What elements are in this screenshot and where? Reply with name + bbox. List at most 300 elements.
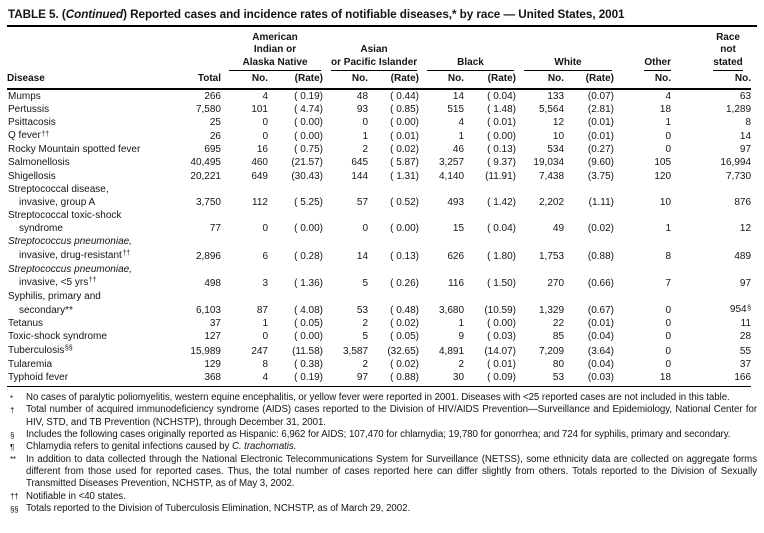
footnote-marker-superscript: § [747, 304, 752, 312]
value-cell: 105 [654, 157, 672, 169]
disease-label: Pertussis [8, 103, 50, 115]
value-cell: 247 [251, 345, 268, 357]
group-line [705, 57, 751, 71]
group-line: Asian [360, 44, 388, 56]
table-row [7, 290, 751, 303]
col-group-black [419, 27, 516, 71]
table-row [7, 170, 751, 183]
col-group-white [516, 27, 614, 71]
table-row [7, 249, 751, 263]
disease-label: Tularemia [8, 358, 53, 370]
value-cell: 0 [665, 358, 672, 370]
disease-label: syndrome [19, 223, 63, 235]
value-cell: 489 [734, 250, 752, 262]
value-cell: (3.64) [587, 345, 615, 357]
value-cell: 53 [516, 371, 564, 387]
value-cell: ( 0.75) [294, 144, 324, 156]
value-cell: 1 [458, 131, 465, 143]
value-cell: 55 [739, 345, 752, 357]
value-cell: ( 1.48) [487, 103, 517, 115]
footnote-marker: †† [10, 492, 19, 502]
value-cell: 515 [447, 103, 465, 115]
value-cell: 40,495 [190, 157, 221, 169]
footnote [10, 404, 757, 429]
value-cell: 954§ [729, 304, 752, 316]
column-header-disease: Disease [7, 71, 177, 88]
value-cell: ( 0.26) [390, 277, 420, 289]
table-row [7, 263, 751, 276]
value-cell: 0 [262, 131, 268, 143]
value-cell: ( 0.00) [294, 131, 324, 143]
disease-label: invasive, drug-resistant†† [19, 249, 131, 261]
footnote-marker: ¶ [10, 442, 14, 452]
value-cell: 4 [665, 90, 672, 102]
value-cell: 127 [204, 331, 221, 343]
value-cell: 649 [251, 170, 268, 182]
value-cell: 2 [362, 318, 369, 330]
value-cell: ( 1.80) [487, 250, 517, 262]
value-cell: 3,750 [195, 196, 221, 208]
footnote [10, 503, 757, 515]
disease-label: Q fever†† [8, 130, 50, 142]
value-cell: 166 [671, 371, 751, 387]
group-label-white: White [524, 57, 612, 71]
value-cell: 0 [665, 305, 672, 317]
footnote-marker-superscript: §§ [64, 345, 73, 353]
value-cell: (0.27) [587, 144, 615, 156]
table-body [7, 89, 751, 387]
value-cell: ( 0.02) [390, 318, 420, 330]
value-cell: (3.75) [587, 170, 615, 182]
value-cell: 0 [262, 331, 268, 343]
value-cell: ( 0.00) [487, 318, 517, 330]
notifiable-diseases-table [7, 27, 751, 387]
footnote-marker: * [10, 393, 13, 403]
footnote-text: In addition to data collected through the National Electronic Telecommunications System for Surveillance (NETSS), some ethnicity data are collected on aggregate forms different from those used for reported cases. Thus, the total number of cases reported here can differ slightly from others. Totals reported to the Division of Sexually Transmitted Diseases Prevention, NCHSTP, as of May 3, 2002. [26, 453, 757, 490]
column-header-no: No. [671, 71, 751, 88]
footnote-marker-superscript: †† [122, 250, 131, 257]
value-cell: 2 [362, 144, 369, 156]
value-cell: ( 0.00) [390, 223, 420, 235]
value-cell: 4,140 [438, 170, 465, 182]
value-cell: 1 [665, 116, 672, 128]
value-cell: (0.67) [587, 305, 615, 317]
value-cell: 93 [356, 103, 369, 115]
footnote [10, 491, 757, 503]
value-cell: 7,730 [725, 170, 752, 182]
footnote-text: No cases of paralytic poliomyelitis, western equine encephalitis, or yellow fever were reported in 2001. Diseases with <25 reported cases are not included in this table. [26, 392, 730, 404]
value-cell: ( 0.03) [487, 331, 517, 343]
value-cell: 28 [739, 331, 752, 343]
value-cell: ( 0.05) [390, 331, 420, 343]
table-row [7, 276, 751, 290]
footnote [10, 392, 757, 404]
value-cell: 0 [665, 318, 672, 330]
value-cell: 9 [458, 331, 465, 343]
value-cell: 368 [177, 371, 221, 387]
value-cell: 4 [262, 90, 268, 102]
value-cell: 129 [204, 358, 221, 370]
value-cell: 3,587 [342, 345, 369, 357]
value-cell: 14 [739, 131, 752, 143]
value-cell: 3,257 [438, 157, 465, 169]
disease-label: invasive, <5 yrs†† [19, 276, 97, 288]
value-cell: ( 0.00) [294, 116, 324, 128]
disease-label: Salmonellosis [8, 157, 70, 169]
value-cell: 5 [362, 277, 369, 289]
value-cell: 16,994 [720, 157, 752, 169]
table-row [7, 103, 751, 116]
value-cell: ( 0.52) [390, 196, 420, 208]
value-cell: 0 [362, 116, 369, 128]
value-cell: (0.01) [587, 131, 615, 143]
value-cell: 48 [356, 90, 369, 102]
value-cell: 876 [734, 196, 752, 208]
value-cell: (0.02) [587, 223, 615, 235]
value-cell: (2.81) [587, 103, 615, 115]
value-cell: 0 [262, 223, 268, 235]
value-cell: ( 0.01) [487, 116, 517, 128]
value-cell: 1 [458, 318, 465, 330]
footnote-marker: § [10, 430, 15, 440]
value-cell: (0.04) [587, 331, 615, 343]
value-cell: 77 [209, 223, 221, 235]
footnote-marker-superscript: †† [41, 130, 50, 138]
footnote-text: Notifiable in <40 states. [26, 490, 126, 502]
value-cell: 7,209 [538, 345, 565, 357]
value-cell: 7,438 [538, 170, 565, 182]
value-cell: 11 [740, 318, 752, 330]
value-cell: 1 [262, 318, 268, 330]
title-prefix: TABLE 5. ( [8, 8, 66, 21]
value-cell: (11.58) [292, 345, 324, 357]
group-label-american-indian [229, 32, 321, 71]
value-cell: 534 [547, 144, 565, 156]
value-cell: ( 5.25) [294, 196, 324, 208]
col-group-race-not-stated [671, 27, 751, 71]
value-cell: 626 [447, 250, 465, 262]
value-cell: 25 [209, 116, 221, 128]
disease-label: Rocky Mountain spotted fever [8, 144, 141, 156]
disease-label: Mumps [8, 90, 41, 102]
disease-label: Psittacosis [8, 116, 56, 128]
group-line: Race [716, 32, 740, 43]
value-cell: (14.07) [484, 345, 517, 357]
col-group-american-indian [221, 27, 323, 71]
header-spacer [7, 27, 221, 71]
value-cell: 8 [745, 116, 752, 128]
value-cell: 3,680 [438, 305, 465, 317]
value-cell: 2 [362, 358, 369, 370]
disease-label: Shigellosis [8, 170, 56, 182]
column-header-rate: (Rate) [564, 71, 614, 88]
value-cell: 1,289 [725, 103, 752, 115]
value-cell: 12 [739, 223, 752, 235]
value-cell: ( 0.44) [390, 90, 420, 102]
value-cell: (0.01) [587, 116, 615, 128]
value-cell: 14 [356, 250, 369, 262]
disease-label: Streptococcal toxic-shock [8, 210, 122, 222]
value-cell: 18 [659, 103, 672, 115]
value-cell: 30 [419, 371, 464, 387]
disease-label: Tuberculosis§§ [8, 344, 73, 356]
value-cell: 0 [362, 223, 369, 235]
table-row [7, 143, 751, 156]
table-row [7, 358, 751, 371]
table-row [7, 222, 751, 235]
value-cell: 2 [458, 358, 465, 370]
disease-label: Syphilis, primary and [8, 290, 101, 302]
value-cell: 37 [739, 358, 752, 370]
table-row [7, 317, 751, 330]
disease-label: Typhoid fever [7, 371, 177, 387]
value-cell: 57 [356, 196, 369, 208]
group-line: Indian or [253, 44, 297, 56]
disease-label: Streptococcus pneumoniae, [8, 263, 132, 275]
value-cell: 3 [262, 277, 268, 289]
value-cell: ( 0.38) [294, 358, 324, 370]
table-row [7, 116, 751, 129]
value-cell: ( 1.42) [487, 196, 517, 208]
value-cell: 5,564 [538, 103, 565, 115]
value-cell: 2,896 [195, 250, 221, 262]
value-cell: ( 0.85) [390, 103, 420, 115]
value-cell: ( 5.87) [390, 157, 420, 169]
value-cell: (0.07) [587, 90, 615, 102]
value-cell: 0 [665, 345, 672, 357]
footnote-marker-superscript: †† [88, 277, 97, 285]
value-cell: 8 [665, 250, 672, 262]
value-cell: (0.88) [587, 250, 615, 262]
table-row [7, 196, 751, 209]
value-cell: 87 [256, 305, 268, 317]
value-cell: ( 0.00) [294, 223, 324, 235]
value-cell: 0 [665, 144, 672, 156]
value-cell: (0.03) [564, 371, 614, 387]
group-line: Alaska Native [242, 56, 308, 68]
value-cell: 49 [552, 223, 565, 235]
value-cell: (0.66) [587, 277, 615, 289]
footnote [10, 429, 757, 441]
value-cell: ( 1.31) [390, 170, 420, 182]
value-cell: 4 [458, 116, 465, 128]
value-cell: 101 [251, 103, 268, 115]
value-cell: ( 0.28) [294, 250, 324, 262]
value-cell: 4 [221, 371, 268, 387]
value-cell: 46 [452, 144, 465, 156]
value-cell: 15 [452, 223, 465, 235]
value-cell: 144 [351, 170, 369, 182]
footnote-marker: ** [10, 455, 16, 465]
footnotes [7, 387, 757, 515]
value-cell: ( 0.00) [487, 131, 517, 143]
group-line: not [720, 44, 736, 56]
table-row [7, 89, 751, 103]
value-cell: 2,202 [538, 196, 565, 208]
value-cell: (9.60) [587, 157, 615, 169]
value-cell: 97 [323, 371, 368, 387]
value-cell: 15,989 [190, 345, 221, 357]
value-cell: 270 [547, 277, 565, 289]
group-label-asian-pacific [331, 44, 417, 71]
value-cell: ( 0.02) [390, 144, 420, 156]
table-row [7, 330, 751, 343]
value-cell: 22 [552, 318, 565, 330]
value-cell: 20,221 [190, 170, 221, 182]
column-header-no: No. [323, 71, 368, 88]
col-group-other [614, 27, 671, 71]
value-cell: 80 [552, 358, 565, 370]
group-label-black: Black [427, 57, 514, 71]
group-label-other: Other [644, 57, 671, 71]
column-header-no: No. [419, 71, 464, 88]
table-title [7, 3, 757, 27]
value-cell: ( 0.04) [487, 223, 517, 235]
value-cell: 16 [256, 144, 268, 156]
value-cell: 493 [447, 196, 465, 208]
header-sub-row [7, 71, 751, 88]
value-cell: 498 [204, 277, 221, 289]
value-cell: (32.65) [387, 345, 420, 357]
value-cell: ( 0.02) [390, 358, 420, 370]
value-cell: 4,891 [438, 345, 465, 357]
group-label-race-not-stated [705, 32, 751, 71]
value-cell: 645 [351, 157, 369, 169]
footnote-text: Total number of acquired immunodeficiency syndrome (AIDS) cases reported to the Division of HIV/AIDS Prevention—Surveillance and Epidemiology, National Center for HIV, STD, and TB Prevention (NCHSTP), through December 31, 2001. [26, 404, 757, 428]
title-continued: Continued [65, 8, 124, 21]
value-cell: 19,034 [533, 157, 565, 169]
value-cell: (0.01) [587, 318, 615, 330]
value-cell: ( 1.36) [294, 277, 324, 289]
value-cell: 695 [204, 144, 221, 156]
value-cell: 18 [614, 371, 671, 387]
value-cell: 7,580 [195, 103, 221, 115]
value-cell: 1,753 [538, 250, 565, 262]
value-cell: ( 0.04) [487, 90, 517, 102]
col-group-asian-pacific [323, 27, 419, 71]
disease-label: Streptococcus pneumoniae, [8, 236, 132, 248]
value-cell: ( 1.50) [487, 277, 517, 289]
value-cell: ( 9.37) [487, 157, 517, 169]
group-line: American [252, 32, 298, 43]
value-cell: (11.91) [485, 170, 517, 182]
value-cell: 97 [739, 144, 752, 156]
table-row [7, 183, 751, 196]
value-cell: 8 [262, 358, 268, 370]
column-header-rate: (Rate) [268, 71, 323, 88]
value-cell: 1 [665, 223, 672, 235]
value-cell: ( 0.13) [487, 144, 517, 156]
title-text: ) Reported cases and incidence rates of notifiable diseases,* by race — United States, 2001 [123, 8, 625, 21]
value-cell: ( 0.19) [294, 90, 324, 102]
column-header-rate: (Rate) [464, 71, 516, 88]
value-cell: ( 0.05) [294, 318, 324, 330]
value-cell: 12 [552, 116, 565, 128]
value-cell: ( 0.88) [368, 371, 419, 387]
footnote-text: Totals reported to the Division of Tuberculosis Elimination, NCHSTP, as of March 29, 2002. [26, 503, 411, 515]
table-row [7, 209, 751, 222]
value-cell: (30.43) [291, 170, 324, 182]
disease-label: Tetanus [8, 318, 44, 330]
column-header-no: No. [516, 71, 564, 88]
value-cell: 0 [665, 131, 672, 143]
value-cell: 7 [665, 277, 672, 289]
table-row [7, 235, 751, 248]
column-header-rate: (Rate) [368, 71, 419, 88]
value-cell: (21.57) [291, 157, 324, 169]
value-cell: 1 [362, 131, 369, 143]
value-cell: 120 [654, 170, 672, 182]
value-cell: 85 [552, 331, 565, 343]
value-cell: 5 [362, 331, 369, 343]
value-cell: ( 0.13) [390, 250, 420, 262]
value-cell: ( 0.01) [390, 131, 420, 143]
value-cell: ( 0.48) [390, 305, 420, 317]
column-header-no: No. [614, 71, 671, 88]
footnote-text: Chlamydia refers to genital infections caused by C. trachomatis. [26, 441, 297, 453]
value-cell: 26 [209, 131, 221, 143]
value-cell: 6,103 [195, 305, 221, 317]
value-cell: ( 0.00) [390, 116, 420, 128]
header-group-row [7, 27, 751, 71]
table-row [7, 303, 751, 317]
table-row [7, 129, 751, 143]
footnote-marker: † [10, 405, 15, 415]
value-cell: 6 [262, 250, 268, 262]
disease-label: invasive, group A [19, 196, 96, 208]
value-cell: 0 [262, 116, 268, 128]
group-line-underlined: stated [713, 57, 742, 71]
value-cell: 133 [547, 90, 565, 102]
table-row [7, 371, 751, 387]
value-cell: (10.59) [484, 305, 517, 317]
column-header-no: No. [221, 71, 268, 88]
value-cell: ( 0.00) [294, 331, 324, 343]
value-cell: 266 [204, 90, 221, 102]
disease-label: Streptococcal disease, [8, 183, 109, 195]
table-row [7, 156, 751, 169]
value-cell: ( 0.19) [268, 371, 323, 387]
footnote-marker: §§ [10, 504, 19, 514]
value-cell: 116 [448, 277, 465, 289]
footnote-italic-text: C. trachomatis. [231, 441, 297, 453]
value-cell: ( 4.74) [294, 103, 324, 115]
disease-label: Toxic-shock syndrome [8, 331, 107, 343]
table-header [7, 27, 751, 89]
table-row [7, 344, 751, 358]
value-cell: ( 0.09) [464, 371, 516, 387]
footnote [10, 454, 757, 491]
value-cell: 14 [452, 90, 465, 102]
column-header-total: Total [177, 71, 221, 88]
disease-label: secondary** [19, 305, 73, 317]
value-cell: 37 [209, 318, 221, 330]
value-cell: 0 [665, 331, 672, 343]
value-cell: 63 [739, 90, 752, 102]
value-cell: 112 [252, 196, 268, 208]
value-cell: 1,329 [538, 305, 565, 317]
value-cell: 53 [356, 305, 369, 317]
value-cell: (1.11) [588, 196, 615, 208]
value-cell: ( 4.08) [294, 305, 324, 317]
value-cell: 97 [739, 277, 752, 289]
value-cell: 10 [552, 131, 565, 143]
footnote [10, 441, 757, 453]
group-line: or Pacific Islander [331, 56, 418, 68]
value-cell: ( 0.01) [487, 358, 517, 370]
value-cell: 460 [251, 157, 268, 169]
footnote-text: Includes the following cases originally reported as Hispanic: 6,962 for AIDS; 107,470 for chlamydia; 19,780 for gonorrhea; and 724 for syphilis, primary and secondary. [26, 429, 731, 441]
